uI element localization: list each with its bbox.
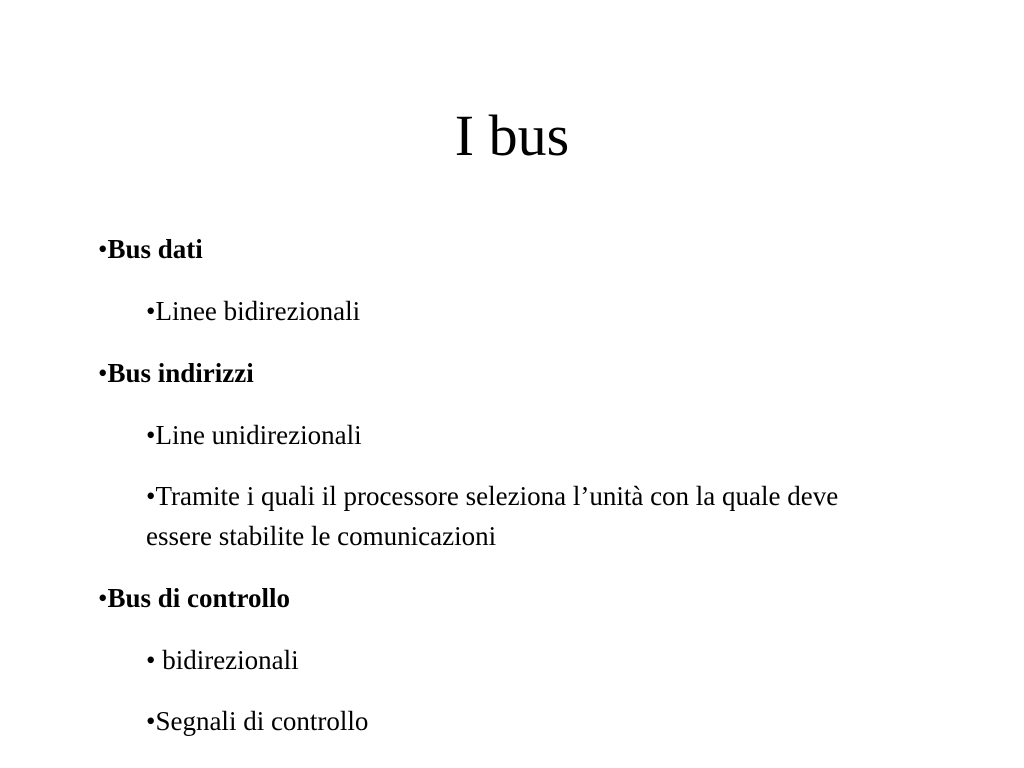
bullet-item-bidirezionali: [146, 640, 299, 680]
bullet-item-bus-indirizzi: [98, 353, 254, 393]
bullet-marker: •: [146, 296, 156, 326]
bullet-text: Segnali di controllo: [155, 706, 369, 736]
bullet-marker: •: [98, 583, 108, 613]
bullet-marker: •: [98, 234, 108, 264]
bullet-text: Tramite i quali il processore seleziona l’unità con la quale deve essere stabilite le comunicazioni: [146, 481, 839, 551]
bullet-text: Line unidirezionali: [155, 420, 362, 450]
bullet-item-bus-dati: [98, 229, 203, 269]
bullet-text: Bus di controllo: [107, 583, 290, 613]
bullet-marker: •: [146, 481, 156, 511]
bullet-text: Linee bidirezionali: [155, 296, 361, 326]
bullet-item-segnali-di-controllo: [146, 701, 368, 741]
slide-title: I bus: [454, 103, 570, 168]
bullet-marker: •: [146, 706, 156, 736]
bullet-text: bidirezionali: [162, 645, 299, 675]
bullet-text: Bus indirizzi: [107, 358, 254, 388]
bullet-marker: •: [146, 645, 163, 675]
bullet-marker: •: [98, 358, 108, 388]
bullet-item-linee-bidirezionali: [146, 291, 360, 331]
bullet-item-line-unidirezionali: [146, 415, 362, 455]
bullet-item-bus-di-controllo: [98, 578, 290, 618]
bullet-item-tramite: [146, 476, 886, 556]
bullet-marker: •: [146, 420, 156, 450]
bullet-text: Bus dati: [107, 234, 203, 264]
